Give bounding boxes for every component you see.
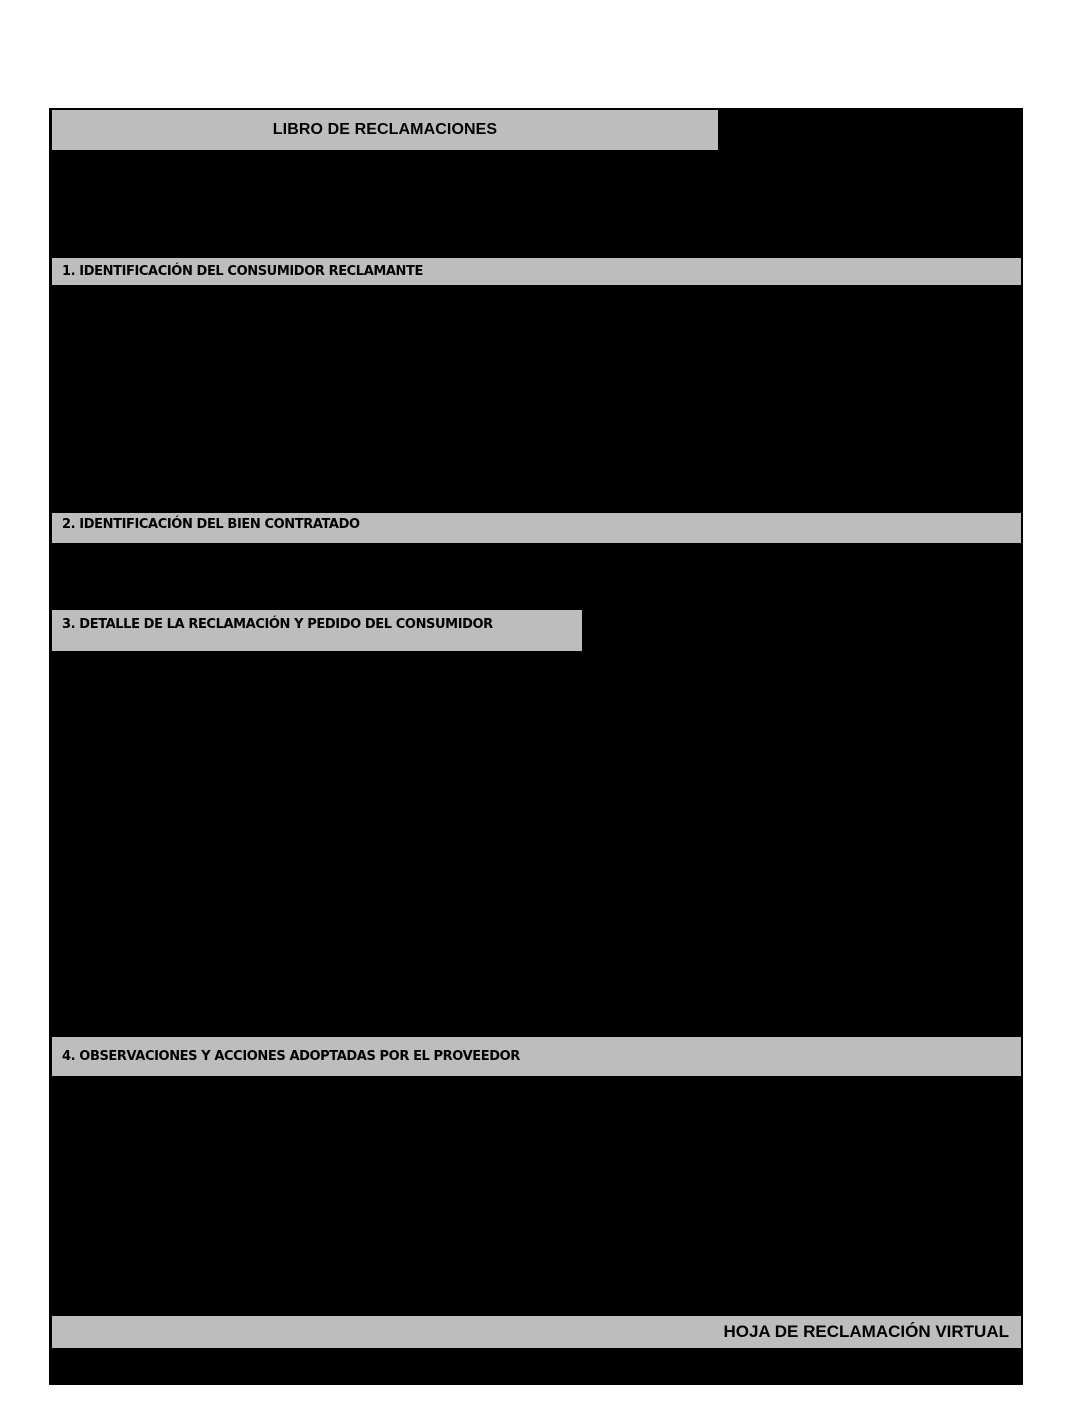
complaint-form-sheet	[49, 108, 1023, 1385]
section-contracted-good-header: 2. IDENTIFICACIÓN DEL BIEN CONTRATADO	[52, 513, 1021, 543]
section-complaint-detail-header: 3. DETALLE DE LA RECLAMACIÓN Y PEDIDO DEL CONSUMIDOR	[52, 610, 582, 651]
form-title: LIBRO DE RECLAMACIONES	[52, 110, 718, 150]
form-footer-label: HOJA DE RECLAMACIÓN VIRTUAL	[52, 1316, 1021, 1348]
section-consumer-identification-header: 1. IDENTIFICACIÓN DEL CONSUMIDOR RECLAMANTE	[52, 258, 1021, 285]
section-provider-actions-header: 4. OBSERVACIONES Y ACCIONES ADOPTADAS POR EL PROVEEDOR	[52, 1037, 1021, 1076]
